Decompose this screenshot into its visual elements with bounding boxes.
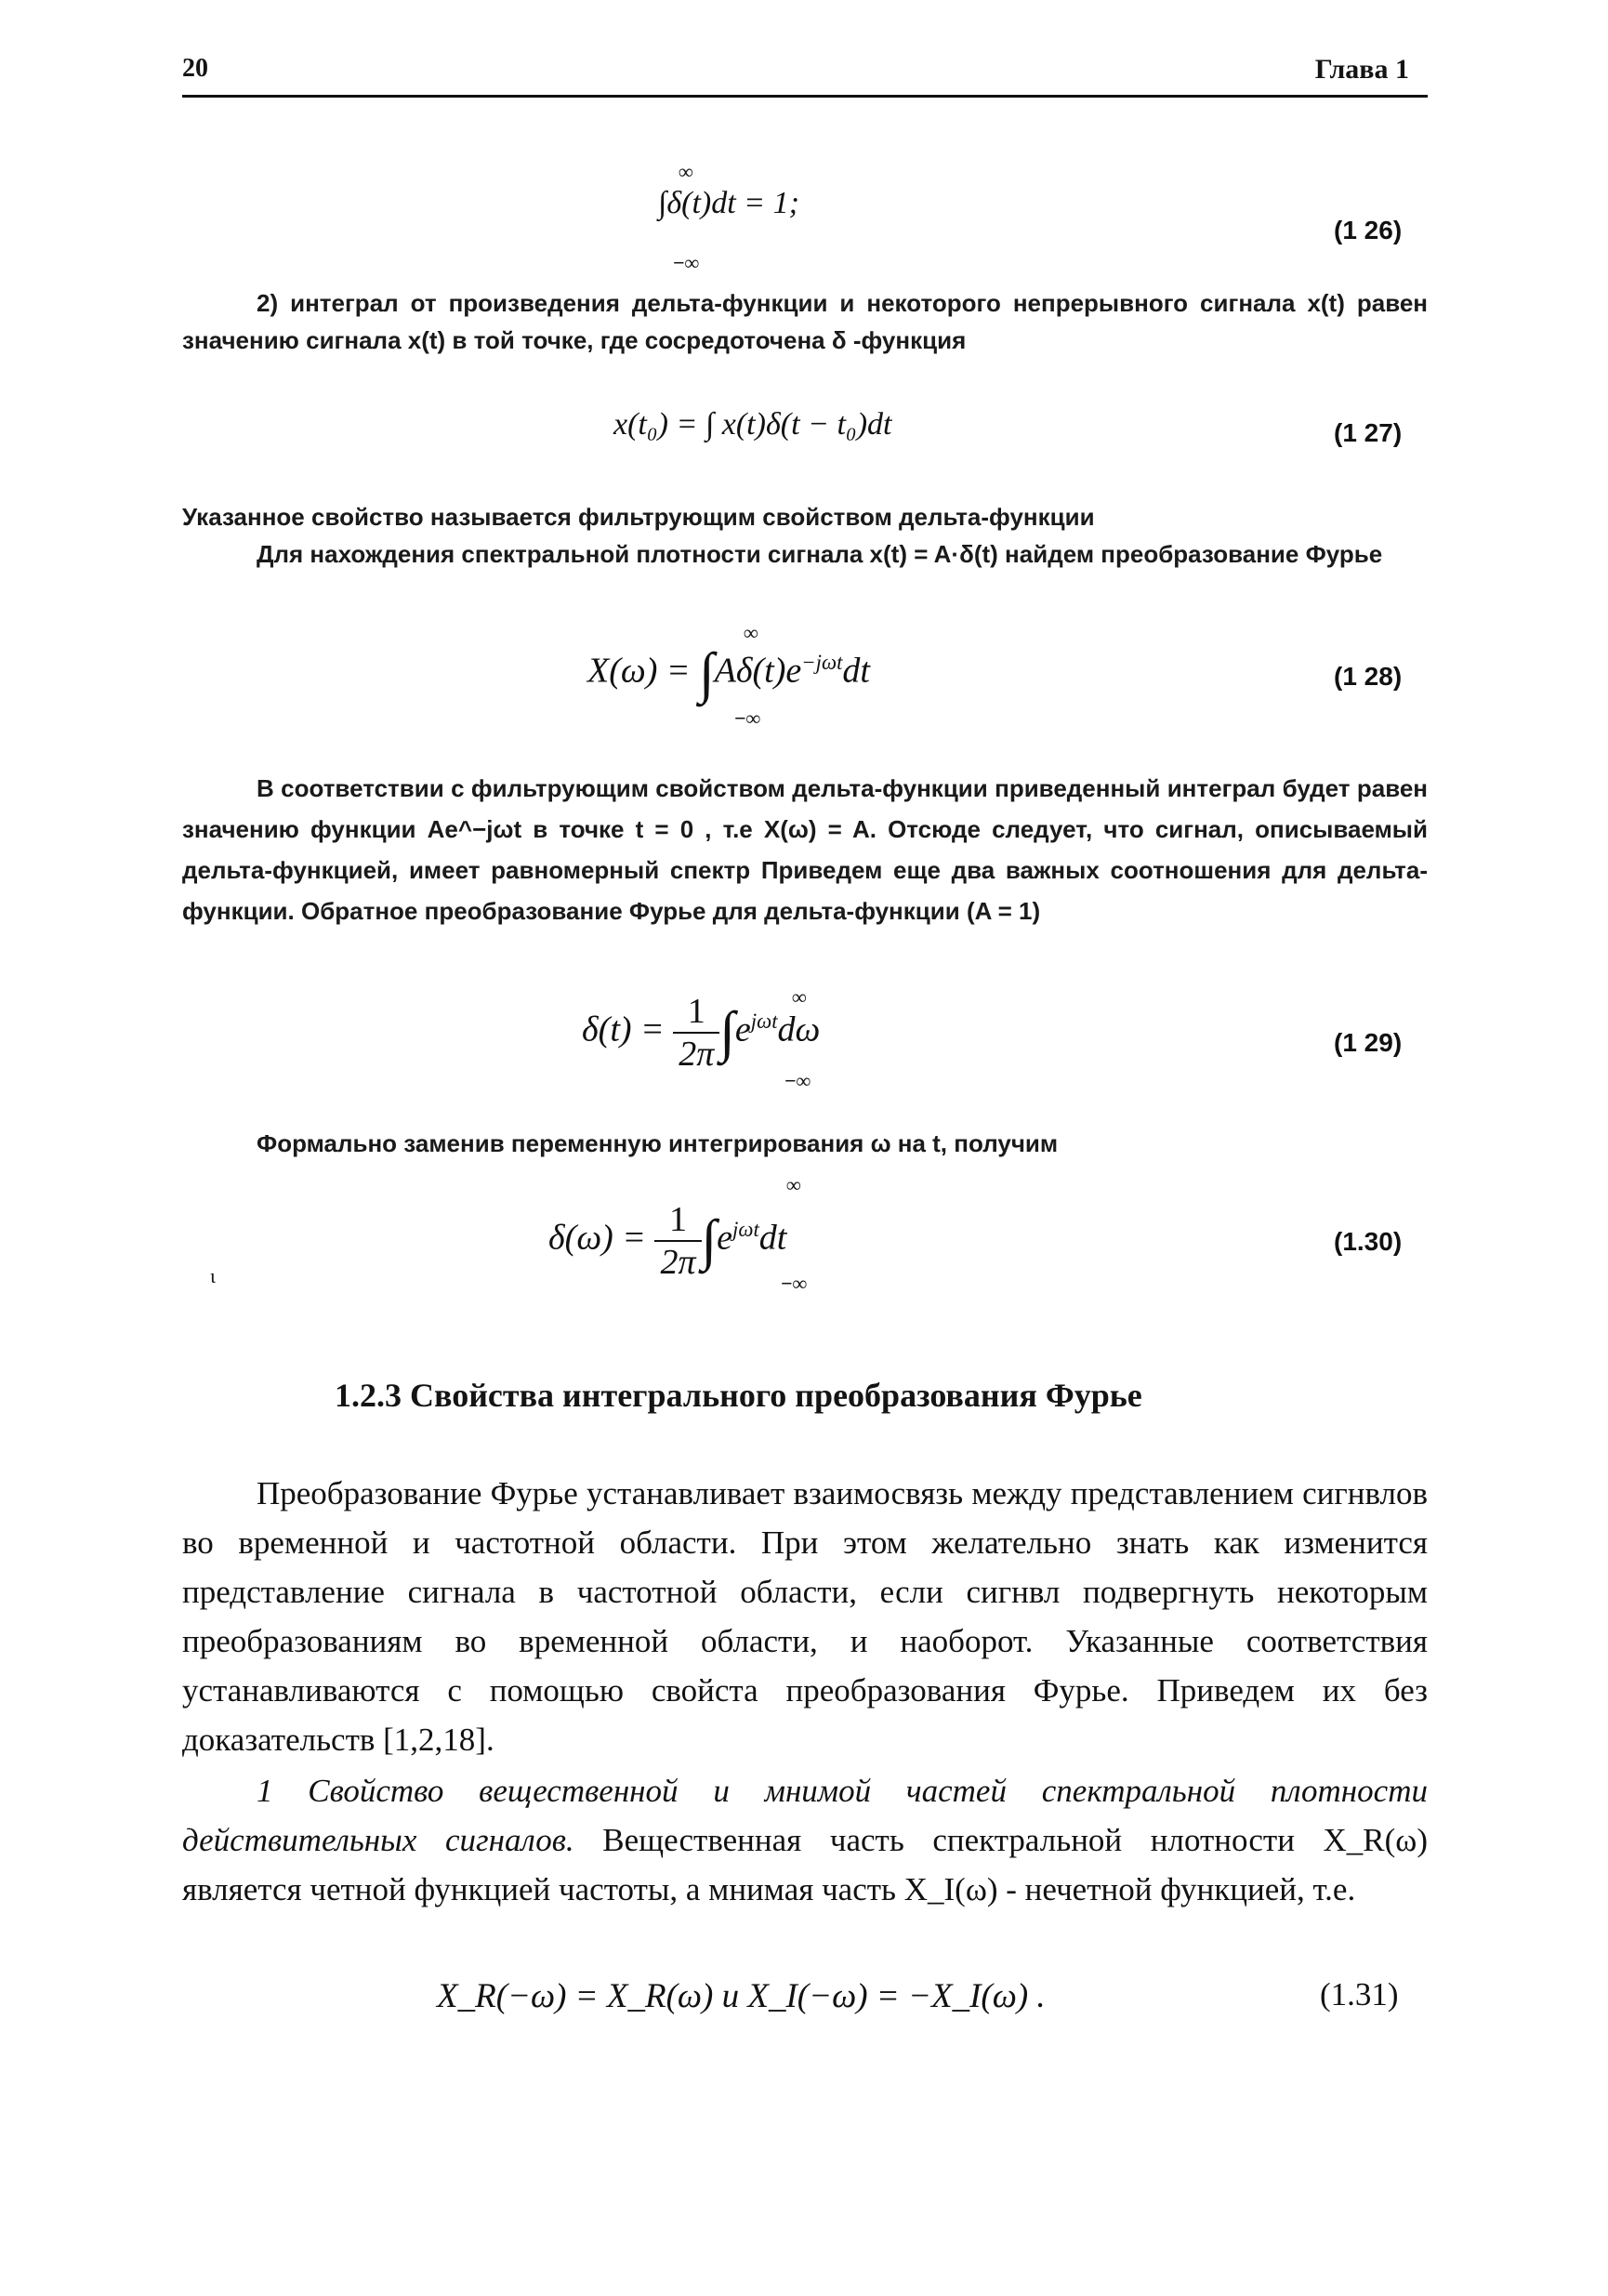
equation-1-30 xyxy=(548,1199,786,1283)
equation-number-1-30: (1.30) xyxy=(1334,1227,1403,1256)
equation-1-30-lhs: δ(ω) = xyxy=(548,1218,655,1258)
equation-number-1-28: (1 28) xyxy=(1334,662,1403,691)
equation-1-30-exponent: jωt xyxy=(732,1218,759,1242)
equation-1-29 xyxy=(582,991,820,1075)
integral-sign: ∫ xyxy=(719,1001,735,1063)
upper-limit: ∞ xyxy=(786,1173,801,1196)
chapter-title: Глава 1 xyxy=(1314,54,1409,85)
fraction-denominator: 2π xyxy=(679,1035,715,1074)
upper-limit: ∞ xyxy=(744,621,758,644)
equation-1-30-rhs: e xyxy=(717,1218,733,1258)
lower-limit: −∞ xyxy=(784,1069,811,1092)
integral-sign: ∫ xyxy=(699,642,715,705)
equation-1-26-body: ∫δ(t)dt = 1; xyxy=(658,186,799,220)
upper-limit: ∞ xyxy=(792,985,807,1009)
equation-1-28-tail: dt xyxy=(842,651,870,691)
paragraph-filter-consequence: В соответствии с фильтрующим свойством дельта-функции приведенный интеграл будет равен значению функции Ae^−jωt в точке t = 0 , т.е X(ω) = A. Отсюде следует, что сигнал, описываемый дельта-функцией, имеет равномерный спектр Приведем еще два важных соотношения для дельта-функции. Обратное преобразование Фурье для дельта-функции (A = 1) xyxy=(182,774,1428,925)
equation-1-31: X_R(−ω) = X_R(ω) и X_I(−ω) = −X_I(ω) . xyxy=(437,1977,1046,2015)
property-1-title: 1 Свойство вещественной и мнимой частей спектральной плотности действительных сигналов. xyxy=(182,1773,1428,1858)
paragraph-fourier-intro: Преобразование Фурье устанавливает взаимосвязь между представлением сигнвлов во временной и частотной области. При этом желательно знать как изменится представление сигнала в частотной области, если сигнвл подвергнуть некоторым преобразованиям во временной области, и наоборот. Указанные соответствия устанавливаются с помощью свойста преобразования Фурье. Приведем их без доказательств [1,2,18]. xyxy=(182,1475,1428,1758)
equation-number-1-31: (1.31) xyxy=(1320,1976,1399,2012)
fraction xyxy=(654,1199,701,1283)
equation-1-28 xyxy=(587,641,870,706)
equation-number-1-26: (1 26) xyxy=(1334,216,1403,244)
lower-limit: −∞ xyxy=(781,1272,808,1295)
equation-1-29-lhs: δ(t) = xyxy=(582,1009,674,1049)
equation-1-29-exponent: jωt xyxy=(750,1009,778,1034)
lower-limit: −∞ xyxy=(734,706,761,730)
page-header xyxy=(182,48,1428,98)
equation-1-27: x(t₀) = ∫ x(t)δ(t − t₀)dt xyxy=(613,407,892,442)
fraction-numerator: 1 xyxy=(673,991,719,1034)
upper-limit: ∞ xyxy=(679,160,693,183)
paragraph-variable-substitution: Формально заменив переменную интегрирования ω на t, получим xyxy=(257,1129,1059,1157)
page-number: 20 xyxy=(182,54,208,83)
section-heading: 1.2.3 Свойства интегрального преобразования Фурье xyxy=(335,1377,1142,1414)
paragraph-property-1 xyxy=(182,1766,1428,1914)
fraction-denominator: 2π xyxy=(660,1243,696,1282)
equation-1-29-tail: dω xyxy=(777,1009,821,1049)
equation-1-26 xyxy=(658,186,799,221)
equation-1-30-tail: dt xyxy=(758,1218,787,1258)
equation-number-1-27: (1 27) xyxy=(1334,418,1403,447)
equation-1-28-rhs: Aδ(t)e xyxy=(714,651,802,691)
paragraph-property-2: 2) интеграл от произведения дельта-функции и некоторого непрерывного сигнала x(t) равен значению сигнала x(t) в той точке, где сосредоточена δ -функция xyxy=(182,289,1428,354)
fraction xyxy=(673,991,719,1075)
lower-limit: −∞ xyxy=(673,251,700,274)
equation-1-28-exponent: −jωt xyxy=(801,651,843,675)
paragraph-spectral-density: Для нахождения спектральной плотности сигнала x(t) = A·δ(t) найдем преобразование Фурье xyxy=(257,540,1383,568)
equation-1-29-rhs: e xyxy=(734,1009,751,1049)
paragraph-filter-property: Указанное свойство называется фильтрующим свойством дельта-функции xyxy=(182,503,1095,531)
integral-sign: ∫ xyxy=(701,1209,718,1272)
fraction-numerator: 1 xyxy=(654,1199,701,1242)
equation-number-1-29: (1 29) xyxy=(1334,1028,1403,1057)
equation-1-28-lhs: X(ω) = xyxy=(587,651,699,691)
property-1-text: Вещественная часть спектральной нлотности X_R(ω) является четной функцией частоты, а мнимая часть X_I(ω) - нечетной функцией, т.е. xyxy=(182,1822,1428,1907)
stray-mark: ι xyxy=(210,1264,216,1287)
